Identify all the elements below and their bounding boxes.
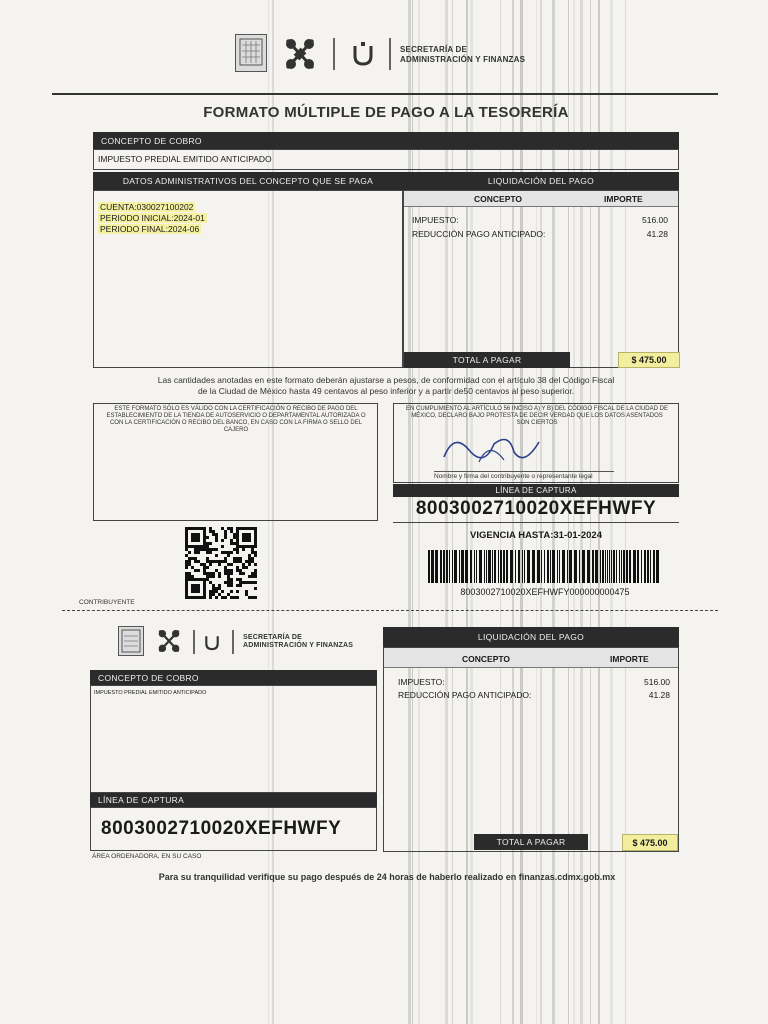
- header-separator: [333, 38, 335, 70]
- ajuste-line2: de la Ciudad de México hasta 49 centavos al peso inferior y a partir de50 centavos al peso superior.: [197, 386, 575, 396]
- liq-lower-row-1-concepto: IMPUESTO:: [398, 677, 445, 687]
- finanzas-icon-small: [202, 630, 222, 654]
- form-title: FORMATO MÚLTIPLE DE PAGO A LA TESORERÍA: [203, 104, 569, 121]
- vigencia-text: VIGENCIA HASTA:31-01-2024: [470, 530, 602, 541]
- concepto-box: [93, 149, 679, 170]
- total-label: TOTAL A PAGAR: [404, 352, 570, 368]
- liq-lower-row-2-importe: 41.28: [648, 690, 670, 700]
- total-value-lower: $ 475.00: [622, 834, 678, 851]
- liq-lower-row-1-importe: 516.00: [644, 677, 670, 687]
- secretaria-line2: ADMINISTRACIÓN Y FINANZAS: [400, 55, 526, 64]
- liq-row-1-concepto: IMPUESTO:: [412, 215, 459, 225]
- liq-lower-col-importe: IMPORTE: [610, 654, 649, 664]
- barcode: [428, 550, 662, 583]
- cuenta-value: CUENTA:030027100202: [100, 202, 194, 212]
- cdmx-logo-small: [155, 626, 183, 656]
- city-seal-logo-small: [118, 626, 144, 656]
- concepto-header-lower: CONCEPTO DE COBRO: [90, 670, 377, 685]
- concepto-value: IMPUESTO PREDIAL EMITIDO ANTICIPADO: [98, 154, 272, 164]
- secretaria-name-lower: [243, 634, 353, 650]
- secretaria-line1: SECRETARÍA DE: [400, 45, 468, 54]
- contribuyente-label: CONTRIBUYENTE: [79, 599, 135, 606]
- lower-header-separator: [193, 630, 195, 654]
- lower-header-separator-2: [232, 630, 234, 654]
- secretaria-lower-line2: ADMINISTRACIÓN Y FINANZAS: [243, 642, 354, 649]
- liquidacion-header-lower: LIQUIDACIÓN DEL PAGO: [383, 627, 679, 647]
- liq-row-2-concepto: REDUCCIÓN PAGO ANTICIPADO:: [412, 229, 546, 239]
- concepto-header: CONCEPTO DE COBRO: [93, 132, 679, 149]
- area-label: ÁREA ORDENADORA, EN SU CASO: [92, 853, 202, 860]
- signature: [434, 422, 554, 472]
- footer-note: Para su tranquilidad verifique su pago después de 24 horas de haberlo realizado en finanzas.cdmx.gob.mx: [158, 872, 616, 882]
- liq-lower-row-1: [398, 677, 670, 687]
- datos-admin-header: DATOS ADMINISTRATIVOS DEL CONCEPTO QUE SE PAGA: [93, 172, 403, 190]
- finanzas-icon: [349, 38, 377, 70]
- captura-value-lower: 8003002710020XEFHWFY: [101, 818, 342, 839]
- liquidacion-box: [403, 190, 679, 368]
- validez-text: ESTE FORMATO SÓLO ES VÁLIDO CON LA CERTIFICACIÓN O RECIBO DE PAGO DEL ESTABLECIMIENTO DE LA TIENDA DE AUTOSERVICIO O DEPARTAMENTAL AUTORIZADA O CON LA CERTIFICACIÓN O RECIBO DEL BANCO, EN CASO CON LA FIRMA O SELLO DEL CAJERO: [106, 406, 366, 433]
- liq-lower-col-concepto: CONCEPTO: [462, 654, 511, 664]
- city-seal-logo: [235, 34, 267, 72]
- ajuste-line1: Las cantidades anotadas en este formato deberán ajustarse a pesos, de conformidad con el artículo 38 del Código Fiscal: [157, 375, 615, 385]
- captura-header-lower: LÍNEA DE CAPTURA: [90, 793, 377, 807]
- concepto-box-lower: [90, 685, 377, 793]
- liq-col-concepto: CONCEPTO: [474, 194, 523, 204]
- periodo-final: PERIODO FINAL:2024-06: [100, 224, 200, 234]
- liq-row-1: [412, 215, 668, 225]
- secretaria-name: [400, 45, 525, 65]
- total-label-lower: TOTAL A PAGAR: [474, 834, 588, 850]
- liq-lower-row-2-concepto: REDUCCIÓN PAGO ANTICIPADO:: [398, 690, 532, 700]
- firma-label: Nombre y firma del contribuyente o representante legal: [434, 473, 593, 480]
- barcode-text: 8003002710020XEFHWFY000000000475: [460, 587, 630, 597]
- liquidacion-header: LIQUIDACIÓN DEL PAGO: [403, 172, 679, 190]
- datos-admin-box: [93, 190, 403, 368]
- total-value: $ 475.00: [618, 352, 680, 368]
- liq-row-2-importe: 41.28: [646, 229, 668, 239]
- liq-lower-row-2: [398, 690, 670, 700]
- concepto-value-lower: IMPUESTO PREDIAL EMITIDO ANTICIPADO: [94, 690, 207, 696]
- cumplimiento-text: EN CUMPLIMIENTO AL ARTÍCULO 56 INCISO A) Y B) DEL CÓDIGO FISCAL DE LA CIUDAD DE MÉXICO, DECLARO BAJO PROTESTA DE DECIR VERDAD QUE LOS DATOS ASENTADOS SON CIERTOS: [406, 406, 668, 426]
- cdmx-logo: [281, 34, 319, 74]
- captura-header: LÍNEA DE CAPTURA: [393, 484, 679, 497]
- captura-value: 8003002710020XEFHWFY: [415, 498, 657, 519]
- ajuste-note: [93, 375, 679, 397]
- periodo-inicial: PERIODO INICIAL:2024-01: [100, 213, 205, 223]
- liq-col-headers: [404, 191, 678, 207]
- captura-underline: [393, 522, 679, 523]
- cut-line: [62, 610, 718, 611]
- declaracion-box: [393, 403, 679, 483]
- captura-box-lower: [90, 807, 377, 851]
- header-rule: [52, 93, 718, 95]
- liq-col-importe: IMPORTE: [604, 194, 643, 204]
- liq-row-2: [412, 229, 668, 239]
- validez-box: [93, 403, 378, 521]
- header-separator-2: [389, 38, 391, 70]
- qr-code: [185, 527, 257, 599]
- secretaria-lower-line1: SECRETARÍA DE: [243, 634, 302, 641]
- liq-row-1-importe: 516.00: [642, 215, 668, 225]
- liq-lower-col-headers: [384, 648, 678, 668]
- firma-line: [434, 471, 614, 472]
- liquidacion-box-lower: [383, 647, 679, 852]
